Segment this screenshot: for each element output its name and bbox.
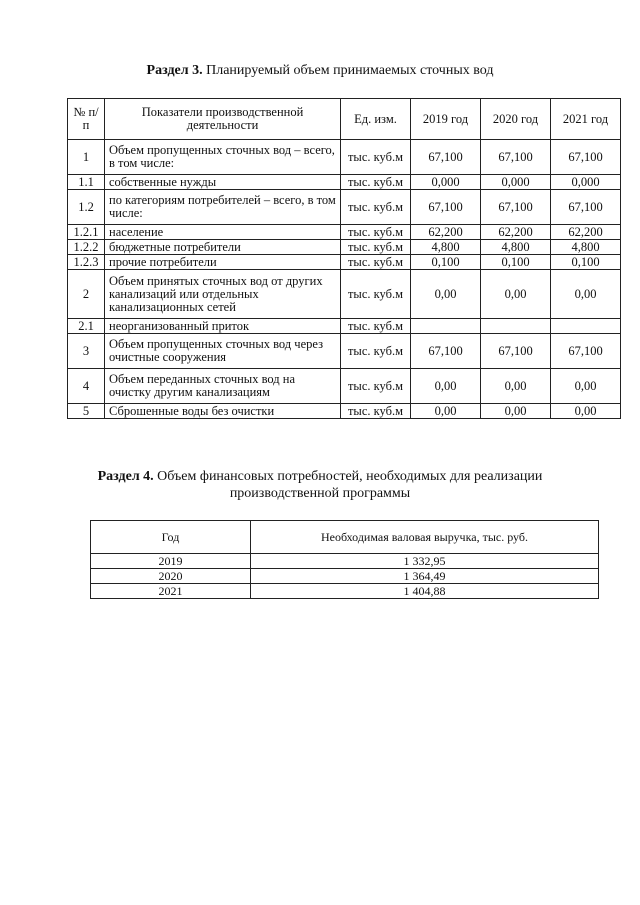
row-unit: тыс. куб.м (341, 175, 411, 190)
row-number: 1.2.1 (68, 225, 105, 240)
table-row (68, 319, 621, 334)
section-4-title-line-1: Объем финансовых потребностей, необходимых для реализации (157, 469, 543, 484)
row-unit: тыс. куб.м (341, 240, 411, 255)
wastewater-volume-table-body (68, 99, 621, 419)
row-value-2021: 0,00 (551, 369, 621, 404)
row-unit: тыс. куб.м (341, 190, 411, 225)
row-unit: тыс. куб.м (341, 404, 411, 419)
row-value-2019: 0,00 (411, 369, 481, 404)
row-number: 2 (68, 270, 105, 319)
row-number: 2.1 (68, 319, 105, 334)
section-3-heading (0, 62, 640, 79)
row-indicator: Объем принятых сточных вод от других канализаций или отдельных канализационных сетей (105, 270, 341, 319)
row-value-2021: 67,100 (551, 140, 621, 175)
row-value-2021: 67,100 (551, 334, 621, 369)
row-value-2020: 0,00 (481, 404, 551, 419)
table-row (68, 240, 621, 255)
table-row (91, 554, 599, 569)
row-value-2019: 67,100 (411, 334, 481, 369)
row-value-2019: 67,100 (411, 140, 481, 175)
header-2019: 2019 год (411, 99, 481, 140)
header-2020: 2020 год (481, 99, 551, 140)
row-value-2021: 4,800 (551, 240, 621, 255)
row-value-2021: 0,000 (551, 175, 621, 190)
row-number: 1.2.3 (68, 255, 105, 270)
table-row (91, 584, 599, 599)
revenue-table (90, 520, 599, 599)
row-value-2020: 0,00 (481, 270, 551, 319)
row-number: 1.2.2 (68, 240, 105, 255)
table-row (68, 270, 621, 319)
section-3-label: Раздел 3. (146, 63, 203, 78)
row-indicator: бюджетные потребители (105, 240, 341, 255)
row-number: 5 (68, 404, 105, 419)
row-number: 1.2 (68, 190, 105, 225)
wastewater-volume-table (67, 98, 621, 419)
table-row (68, 175, 621, 190)
row-indicator: население (105, 225, 341, 240)
row-indicator: неорганизованный приток (105, 319, 341, 334)
row-value-2021 (551, 319, 621, 334)
row-value-2021: 62,200 (551, 225, 621, 240)
row-value-2020: 0,000 (481, 175, 551, 190)
table-header-row (68, 99, 621, 140)
row-value-2021: 0,100 (551, 255, 621, 270)
row-revenue: 1 332,95 (251, 554, 599, 569)
table-row (68, 369, 621, 404)
row-value-2020: 4,800 (481, 240, 551, 255)
table-header-row (91, 521, 599, 554)
row-value-2019: 0,00 (411, 404, 481, 419)
row-unit: тыс. куб.м (341, 140, 411, 175)
row-indicator: собственные нужды (105, 175, 341, 190)
row-value-2019: 4,800 (411, 240, 481, 255)
row-number: 3 (68, 334, 105, 369)
row-unit: тыс. куб.м (341, 270, 411, 319)
header-year: Год (91, 521, 251, 554)
row-number: 1 (68, 140, 105, 175)
table-row (68, 190, 621, 225)
row-indicator: прочие потребители (105, 255, 341, 270)
table-row (68, 255, 621, 270)
row-value-2020: 67,100 (481, 334, 551, 369)
section-4-heading (0, 468, 640, 502)
row-unit: тыс. куб.м (341, 255, 411, 270)
table-row (91, 569, 599, 584)
row-indicator: Сброшенные воды без очистки (105, 404, 341, 419)
row-unit: тыс. куб.м (341, 334, 411, 369)
row-indicator: по категориям потребителей – всего, в том числе: (105, 190, 341, 225)
row-value-2020: 0,100 (481, 255, 551, 270)
revenue-table-body (91, 521, 599, 599)
header-indicator: Показатели производственной деятельности (105, 99, 341, 140)
row-value-2020 (481, 319, 551, 334)
table-row (68, 225, 621, 240)
row-value-2021: 67,100 (551, 190, 621, 225)
row-revenue: 1 364,49 (251, 569, 599, 584)
table-row (68, 404, 621, 419)
table-row (68, 140, 621, 175)
header-2021: 2021 год (551, 99, 621, 140)
row-year: 2019 (91, 554, 251, 569)
row-value-2020: 62,200 (481, 225, 551, 240)
row-number: 4 (68, 369, 105, 404)
row-unit: тыс. куб.м (341, 225, 411, 240)
header-unit: Ед. изм. (341, 99, 411, 140)
row-revenue: 1 404,88 (251, 584, 599, 599)
section-3-title: Планируемый объем принимаемых сточных вод (206, 63, 494, 78)
row-indicator: Объем переданных сточных вод на очистку другим канализациям (105, 369, 341, 404)
row-value-2019 (411, 319, 481, 334)
section-4-label: Раздел 4. (97, 469, 154, 484)
row-number: 1.1 (68, 175, 105, 190)
row-indicator: Объем пропущенных сточных вод через очистные сооружения (105, 334, 341, 369)
row-value-2020: 67,100 (481, 140, 551, 175)
header-revenue: Необходимая валовая выручка, тыс. руб. (251, 521, 599, 554)
row-value-2020: 67,100 (481, 190, 551, 225)
row-value-2021: 0,00 (551, 404, 621, 419)
row-year: 2021 (91, 584, 251, 599)
row-unit: тыс. куб.м (341, 319, 411, 334)
row-value-2019: 67,100 (411, 190, 481, 225)
row-value-2019: 62,200 (411, 225, 481, 240)
row-year: 2020 (91, 569, 251, 584)
row-value-2020: 0,00 (481, 369, 551, 404)
row-value-2021: 0,00 (551, 270, 621, 319)
row-value-2019: 0,000 (411, 175, 481, 190)
row-indicator: Объем пропущенных сточных вод – всего, в том числе: (105, 140, 341, 175)
table-row (68, 334, 621, 369)
row-value-2019: 0,00 (411, 270, 481, 319)
section-4-title-line-2: производственной программы (229, 486, 411, 501)
header-number: № п/п (68, 99, 105, 140)
row-value-2019: 0,100 (411, 255, 481, 270)
section-4-heading-line-1 (0, 468, 640, 485)
row-unit: тыс. куб.м (341, 369, 411, 404)
